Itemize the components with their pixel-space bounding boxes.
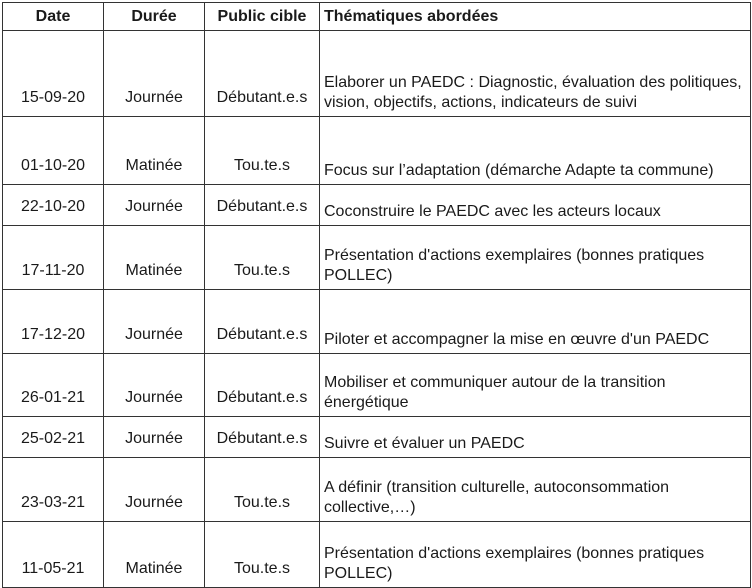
cell-date: 01-10-20 xyxy=(3,117,104,185)
cell-duration: Journée xyxy=(104,417,205,458)
cell-topic: Coconstruire le PAEDC avec les acteurs locaux xyxy=(320,185,751,226)
cell-date: 23-03-21 xyxy=(3,458,104,522)
table-row xyxy=(3,117,751,185)
cell-audience: Tou.te.s xyxy=(205,117,320,185)
table-row xyxy=(3,522,751,588)
table-row xyxy=(3,458,751,522)
cell-duration: Journée xyxy=(104,290,205,354)
cell-date: 17-12-20 xyxy=(3,290,104,354)
cell-audience: Tou.te.s xyxy=(205,522,320,588)
cell-duration: Matinée xyxy=(104,522,205,588)
cell-topic: Suivre et évaluer un PAEDC xyxy=(320,417,751,458)
table-row xyxy=(3,290,751,354)
table-row xyxy=(3,354,751,417)
cell-date: 26-01-21 xyxy=(3,354,104,417)
header-duration: Durée xyxy=(104,3,205,31)
header-topics: Thématiques abordées xyxy=(320,3,751,31)
cell-topic: Mobiliser et communiquer autour de la transition énergétique xyxy=(320,354,751,417)
cell-topic: Présentation d'actions exemplaires (bonnes pratiques POLLEC) xyxy=(320,522,751,588)
table-row xyxy=(3,226,751,290)
cell-date: 17-11-20 xyxy=(3,226,104,290)
cell-topic: Piloter et accompagner la mise en œuvre d'un PAEDC xyxy=(320,290,751,354)
cell-audience: Tou.te.s xyxy=(205,458,320,522)
cell-duration: Journée xyxy=(104,31,205,117)
header-audience: Public cible xyxy=(205,3,320,31)
cell-audience: Tou.te.s xyxy=(205,226,320,290)
cell-date: 25-02-21 xyxy=(3,417,104,458)
table-row xyxy=(3,417,751,458)
cell-date: 11-05-21 xyxy=(3,522,104,588)
cell-topic: Focus sur l’adaptation (démarche Adapte ta commune) xyxy=(320,117,751,185)
header-date: Date xyxy=(3,3,104,31)
cell-topic: Présentation d'actions exemplaires (bonnes pratiques POLLEC) xyxy=(320,226,751,290)
table-row xyxy=(3,185,751,226)
cell-topic: Elaborer un PAEDC : Diagnostic, évaluation des politiques, vision, objectifs, actions, indicateurs de suivi xyxy=(320,31,751,117)
cell-audience: Débutant.e.s xyxy=(205,31,320,117)
cell-duration: Journée xyxy=(104,185,205,226)
cell-duration: Matinée xyxy=(104,226,205,290)
training-schedule-table xyxy=(2,2,751,588)
cell-topic: A définir (transition culturelle, autoconsommation collective,…) xyxy=(320,458,751,522)
cell-date: 22-10-20 xyxy=(3,185,104,226)
cell-audience: Débutant.e.s xyxy=(205,417,320,458)
cell-audience: Débutant.e.s xyxy=(205,290,320,354)
cell-duration: Matinée xyxy=(104,117,205,185)
cell-duration: Journée xyxy=(104,354,205,417)
cell-audience: Débutant.e.s xyxy=(205,185,320,226)
cell-date: 15-09-20 xyxy=(3,31,104,117)
header-row xyxy=(3,3,751,31)
cell-audience: Débutant.e.s xyxy=(205,354,320,417)
cell-duration: Journée xyxy=(104,458,205,522)
table-row xyxy=(3,31,751,117)
